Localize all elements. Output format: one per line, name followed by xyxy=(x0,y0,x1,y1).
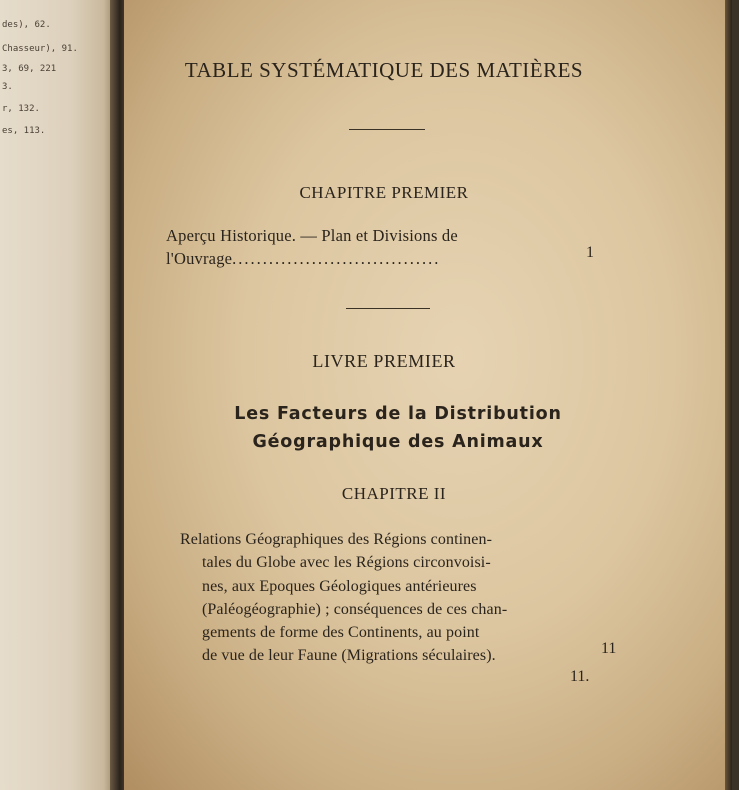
left-page-fragment: des), 62. xyxy=(2,20,51,30)
chapter-2-line: gements de forme des Continents, au point xyxy=(202,624,480,642)
book-page xyxy=(124,0,732,790)
chapter-2-entry xyxy=(180,528,507,668)
page-number: 11. xyxy=(570,668,590,685)
chapter-1-line: Aperçu Historique. — Plan et Divisions de xyxy=(166,226,458,245)
book-heading: LIVRE PREMIER xyxy=(312,351,456,371)
left-page-fragment: r, 132. xyxy=(2,104,40,114)
chapter-2-page-number: 11 xyxy=(601,640,617,657)
chapter-1-heading: CHAPITRE PREMIER xyxy=(299,183,469,202)
chapter-2-line: de vue de leur Faune (Migrations séculaires). xyxy=(202,647,496,665)
chapter-1-line-with-leader xyxy=(166,248,458,271)
chapter-1-entry xyxy=(166,225,458,270)
left-page-fragment: es, 113. xyxy=(2,126,46,136)
page-title: TABLE SYSTÉMATIQUE DES MATIÈRES xyxy=(184,58,584,82)
left-page-fragment: 3, 69, 221 xyxy=(2,64,57,74)
book-subtitle-line: Géographique des Animaux xyxy=(252,432,544,452)
dot-leader: .................................. xyxy=(232,248,441,268)
left-page-fragment: Chasseur), 91. xyxy=(2,44,78,54)
book-subtitle-line: Les Facteurs de la Distribution xyxy=(234,404,562,424)
divider-rule xyxy=(346,308,430,309)
chapter-2-line: Relations Géographiques des Régions continen- xyxy=(180,531,492,548)
page-edge xyxy=(725,0,732,790)
chapter-2-line: tales du Globe avec les Régions circonvoisi- xyxy=(202,554,491,572)
chapter-1-line: l'Ouvrage xyxy=(166,248,233,268)
chapter-2-heading: CHAPITRE II xyxy=(341,484,447,503)
left-page-fragment: 3. xyxy=(2,82,13,92)
chapter-2-line: (Paléogéographie) ; conséquences de ces chan- xyxy=(202,600,508,618)
divider-rule xyxy=(349,129,425,130)
chapter-1-page-number: 1 xyxy=(586,244,594,261)
chapter-2-line: nes, aux Epoques Géologiques antérieures xyxy=(202,577,477,595)
left-facing-page xyxy=(0,0,118,790)
